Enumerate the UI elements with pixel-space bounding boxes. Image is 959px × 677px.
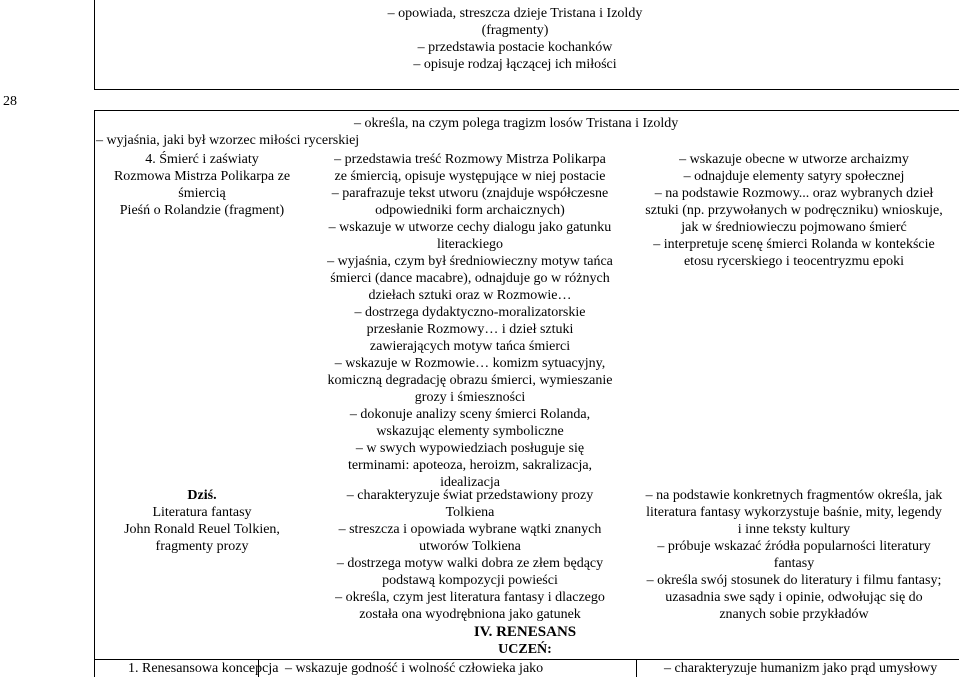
requirement-line: – dostrzega motyw walki dobra ze złem będący [336, 556, 604, 571]
requirement-line: – parafrazuje tekst utworu (znajduje współczesne [331, 186, 609, 201]
section4-basic-requirements [310, 151, 630, 491]
requirement-line: – wskazuje w utworze cechy dialogu jako gatunku [328, 220, 612, 235]
requirement-line: została ona wyodrębniona jako gatunek [359, 607, 581, 622]
requirement-line: przesłanie Rozmowy… i dzieł sztuki [366, 322, 574, 337]
student-heading: UCZEŃ: [498, 642, 552, 657]
era-heading: IV. RENESANS [473, 624, 577, 640]
section-today-basic-requirements [310, 487, 630, 623]
bottom-row-topic: 1. Renesansowa koncepcja [128, 661, 279, 676]
outcome-line: – opowiada, streszcza dzieje Tristana i Izoldy [387, 6, 643, 21]
requirement-line: uzasadnia swe sądy i opinie, odwołując się do [665, 590, 923, 605]
requirement-line: literatura fantasy wykorzystuje baśnie, mity, legendy [646, 505, 942, 520]
bottom-row-basic: – wskazuje godność i wolność człowieka jako [285, 661, 544, 676]
topic-line: John Ronald Reuel Tolkien, [124, 522, 280, 537]
requirement-line: – wskazuje obecne w utworze archaizmy [679, 152, 909, 167]
requirement-line: – wskazuje w Rozmowie… komizm sytuacyjny, [334, 356, 606, 371]
section-today-topic [96, 487, 308, 554]
requirement-line: – na podstawie Rozmowy... oraz wybranych dzieł [654, 186, 934, 201]
row-number: 28 [3, 94, 17, 109]
requirement-line: ze śmiercią, opisuje występujące w niej postacie [334, 169, 606, 184]
topic-line: 4. Śmierć i zaświaty [145, 152, 259, 167]
requirement-line: – przedstawia treść Rozmowy Mistrza Polikarpa [334, 152, 606, 167]
outcome-line: – opisuje rodzaj łączącej ich miłości [413, 57, 617, 72]
requirement-line: odpowiedniki form archaicznych) [375, 203, 565, 218]
requirement-line: – dokonuje analizy sceny śmierci Rolanda, [349, 407, 591, 422]
header-outcome-tragedy: – określa, na czym polega tragizm losów Tristana i Izoldy [354, 116, 679, 131]
requirement-line: sztuki (np. przywołanych w podręczniku) wnioskuje, [645, 203, 943, 218]
requirement-line: wskazując elementy symboliczne [376, 424, 564, 439]
requirement-line: – wyjaśnia, czym był średniowieczny motyw tańca [327, 254, 613, 269]
bottom-row-extended: – charakteryzuje humanizm jako prąd umysłowy [664, 661, 938, 676]
topic-line: Rozmowa Mistrza Polikarpa ze [113, 169, 291, 184]
requirement-line: – w swych wypowiedziach posługuje się [355, 441, 585, 456]
requirement-line: – na podstawie konkretnych fragmentów określa, jak [645, 488, 943, 503]
section-today-extended-requirements [630, 487, 958, 623]
requirement-line: dziełach sztuki oraz w Rozmowie… [368, 288, 572, 303]
requirement-line: grozy i śmieszności [414, 390, 526, 405]
requirement-line: utworów Tolkiena [419, 539, 521, 554]
requirement-line: – charakteryzuje świat przedstawiony prozy [346, 488, 594, 503]
topic-line: Literatura fantasy [152, 505, 252, 520]
section4-extended-requirements [630, 151, 958, 270]
requirement-line: – interpretuje scenę śmierci Rolanda w kontekście [653, 237, 935, 252]
topic-line: fragmenty prozy [155, 539, 249, 554]
requirement-line: – odnajduje elementy satyry społecznej [683, 169, 905, 184]
section-today-title: Dziś. [187, 488, 217, 503]
requirement-line: i inne teksty kultury [737, 522, 851, 537]
requirement-line: podstawą kompozycji powieści [382, 573, 558, 588]
requirement-line: literackiego [436, 237, 504, 252]
requirement-line: jak w średniowieczu pojmowano śmierć [681, 220, 907, 235]
requirement-line: znanych sobie przykładów [719, 607, 869, 622]
requirement-line: idealizacja [440, 475, 500, 490]
requirement-line: – określa swój stosunek do literatury i filmu fantasy; [646, 573, 942, 588]
outcome-line: (fragmenty) [481, 23, 549, 38]
requirement-line: etosu rycerskiego i teocentryzmu epoki [683, 254, 905, 269]
requirement-line: śmierci (dance macabre), odnajduje go w różnych [330, 271, 610, 286]
requirement-line: – określa, czym jest literatura fantasy i dlaczego [335, 590, 605, 605]
requirement-line: Tolkiena [445, 505, 495, 520]
header-outcome-chivalry: – wyjaśnia, jaki był wzorzec miłości rycerskiej [96, 133, 360, 148]
requirement-line: – próbuje wskazać źródła popularności literatury [657, 539, 931, 554]
requirement-line: zawierających motyw tańca śmierci [369, 339, 571, 354]
topic-line: śmiercią [178, 186, 226, 201]
bottom-row-divider-right [636, 659, 637, 677]
requirement-line: – streszcza i opowiada wybrane wątki znanych [338, 522, 602, 537]
requirement-line: terminami: apoteoza, heroizm, sakralizacja, [347, 458, 593, 473]
previous-row-outcomes [365, 5, 665, 73]
requirement-line: – dostrzega dydaktyczno-moralizatorskie [354, 305, 586, 320]
requirement-line: fantasy [773, 556, 815, 571]
previous-row-box [94, 0, 959, 90]
outcome-line: – przedstawia postacie kochanków [417, 40, 613, 55]
topic-line: Pieśń o Rolandzie (fragment) [119, 203, 285, 218]
requirement-line: komiczną degradację obrazu śmierci, wymieszanie [327, 373, 613, 388]
section4-topic [96, 151, 308, 219]
